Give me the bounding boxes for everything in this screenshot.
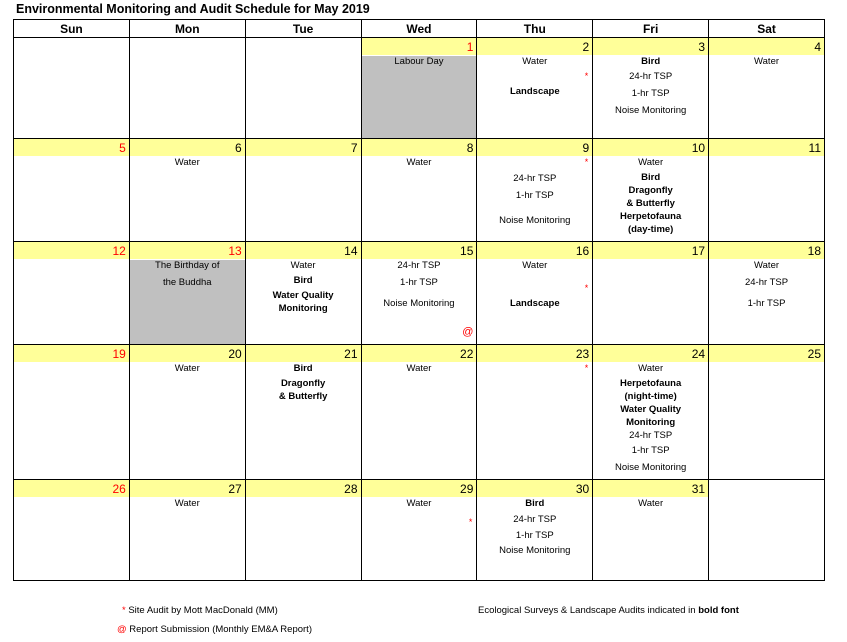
day-number: 13	[130, 242, 245, 259]
legend-bold-note-post: font	[720, 605, 739, 616]
site-audit-marker: *	[468, 517, 473, 527]
day-number: 18	[709, 242, 824, 259]
event-24hr-tsp: 24-hr TSP	[513, 514, 557, 525]
event-water: Water	[406, 498, 432, 509]
day-cell-1	[361, 38, 477, 139]
event-24hr-tsp: 24-hr TSP	[513, 173, 557, 184]
day-cell-27	[129, 480, 245, 581]
day-cell-24	[593, 345, 709, 480]
holiday-label: the Buddha	[162, 277, 212, 288]
at-marker-icon: @	[117, 624, 127, 635]
event-noise: Noise Monitoring	[499, 215, 571, 226]
day-cell-5	[14, 139, 130, 242]
day-number: 9	[477, 139, 592, 156]
header-thu: Thu	[477, 20, 593, 38]
header-fri: Fri	[593, 20, 709, 38]
week-row	[14, 345, 825, 480]
event-monitoring: Monitoring	[626, 417, 676, 428]
event-water: Water	[174, 498, 200, 509]
event-landscape: Landscape	[509, 298, 560, 309]
weekday-header-row	[14, 20, 825, 38]
event-daytime: (day-time)	[627, 224, 674, 235]
week-row	[14, 242, 825, 345]
day-number: 19	[14, 345, 129, 362]
day-cell-25	[709, 345, 825, 480]
day-cell-22	[361, 345, 477, 480]
site-audit-marker: *	[584, 283, 589, 293]
day-number: 23	[477, 345, 592, 362]
event-24hr-tsp: 24-hr TSP	[397, 260, 441, 271]
event-water-quality: Water Quality	[272, 290, 334, 301]
week-row	[14, 480, 825, 581]
day-cell-19	[14, 345, 130, 480]
week-row	[14, 38, 825, 139]
event-water: Water	[290, 260, 316, 271]
day-number: 11	[709, 139, 824, 156]
event-water: Water	[522, 260, 548, 271]
day-cell-13	[129, 242, 245, 345]
event-water: Water	[754, 260, 780, 271]
day-number: 12	[14, 242, 129, 259]
holiday-label: Labour Day	[394, 56, 444, 67]
day-number: 15	[362, 242, 477, 259]
day-number: 31	[593, 480, 708, 497]
event-1hr-tsp: 1-hr TSP	[747, 298, 786, 309]
day-number: 27	[130, 480, 245, 497]
event-1hr-tsp: 1-hr TSP	[515, 190, 554, 201]
event-bird: Bird	[641, 172, 661, 183]
day-cell-12	[14, 242, 130, 345]
day-number: 8	[362, 139, 477, 156]
header-wed: Wed	[361, 20, 477, 38]
day-number: 6	[130, 139, 245, 156]
legend-site-audit-text: Site Audit by Mott MacDonald (MM)	[128, 605, 278, 616]
event-water: Water	[522, 56, 548, 67]
week-row	[14, 139, 825, 242]
day-number: 16	[477, 242, 592, 259]
day-cell-3	[593, 38, 709, 139]
day-cell-2	[477, 38, 593, 139]
day-cell-15	[361, 242, 477, 345]
day-cell-empty	[245, 38, 361, 139]
event-1hr-tsp: 1-hr TSP	[400, 277, 438, 288]
holiday-label: The Birthday of	[155, 260, 220, 271]
event-24hr-tsp: 24-hr TSP	[629, 430, 673, 441]
calendar-grid	[13, 19, 825, 581]
day-number: 17	[593, 242, 708, 259]
day-cell-14	[245, 242, 361, 345]
legend-bold-note-pre: Ecological Surveys & Landscape Audits indicated in	[478, 605, 696, 616]
site-audit-marker: *	[584, 71, 589, 81]
day-cell-26	[14, 480, 130, 581]
event-nighttime: (night-time)	[624, 391, 677, 402]
event-noise: Noise Monitoring	[499, 545, 571, 556]
day-number: 26	[14, 480, 129, 497]
site-audit-marker: *	[584, 157, 589, 167]
header-sat: Sat	[709, 20, 825, 38]
day-cell-empty	[14, 38, 130, 139]
holiday-shading	[362, 56, 477, 138]
event-1hr-tsp: 1-hr TSP	[631, 88, 670, 99]
day-cell-28	[245, 480, 361, 581]
event-24hr-tsp: 24-hr TSP	[744, 277, 789, 288]
event-dragonfly: Dragonfly	[280, 378, 326, 389]
day-cell-empty	[709, 480, 825, 581]
day-cell-9	[477, 139, 593, 242]
day-cell-20	[129, 345, 245, 480]
day-cell-6	[129, 139, 245, 242]
legend-bold-note	[478, 605, 739, 616]
page-title: Environmental Monitoring and Audit Schedule for May 2019	[16, 2, 370, 16]
day-number: 5	[14, 139, 129, 156]
day-number: 25	[709, 345, 824, 362]
day-cell-10	[593, 139, 709, 242]
day-cell-11	[709, 139, 825, 242]
event-water: Water	[406, 363, 432, 374]
event-water-quality: Water Quality	[620, 404, 682, 415]
event-butterfly: & Butterfly	[278, 391, 328, 402]
day-number: 4	[709, 38, 824, 55]
day-number: 7	[246, 139, 361, 156]
legend-bold-word: bold	[698, 605, 719, 616]
star-marker-icon: *	[122, 605, 126, 616]
day-number-empty	[709, 480, 824, 497]
header-mon: Mon	[129, 20, 245, 38]
report-submission-marker: @	[462, 326, 474, 338]
event-water: Water	[638, 363, 664, 374]
event-noise: Noise Monitoring	[614, 462, 687, 473]
legend-site-audit	[122, 605, 278, 616]
day-number: 30	[477, 480, 592, 497]
day-cell-29	[361, 480, 477, 581]
day-number: 1	[362, 38, 477, 55]
event-monitoring: Monitoring	[278, 303, 328, 314]
day-cell-23	[477, 345, 593, 480]
day-cell-16	[477, 242, 593, 345]
day-number: 21	[246, 345, 361, 362]
day-number: 10	[593, 139, 708, 156]
event-water: Water	[638, 498, 664, 509]
event-water: Water	[638, 157, 664, 168]
day-number: 28	[246, 480, 361, 497]
event-landscape: Landscape	[509, 86, 560, 97]
event-noise: Noise Monitoring	[383, 298, 455, 309]
day-number: 29	[362, 480, 477, 497]
event-butterfly: & Butterfly	[626, 198, 675, 209]
day-number: 22	[362, 345, 477, 362]
day-cell-4	[709, 38, 825, 139]
event-bird: Bird	[293, 363, 313, 374]
day-cell-7	[245, 139, 361, 242]
header-tue: Tue	[245, 20, 361, 38]
day-number: 3	[593, 38, 708, 55]
day-number: 20	[130, 345, 245, 362]
event-bird: Bird	[641, 56, 661, 67]
event-1hr-tsp: 1-hr TSP	[631, 445, 670, 456]
event-bird: Bird	[293, 275, 313, 286]
event-herpetofauna: Herpetofauna	[620, 378, 682, 389]
header-sun: Sun	[14, 20, 130, 38]
day-cell-17	[593, 242, 709, 345]
event-24hr-tsp: 24-hr TSP	[629, 71, 673, 82]
legend-report	[117, 624, 312, 635]
day-number: 2	[477, 38, 592, 55]
event-water: Water	[406, 157, 432, 168]
day-number: 14	[246, 242, 361, 259]
event-bird: Bird	[525, 498, 545, 509]
day-cell-empty	[129, 38, 245, 139]
day-cell-31	[593, 480, 709, 581]
legend-report-text: Report Submission (Monthly EM&A Report)	[129, 624, 312, 635]
event-dragonfly: Dragonfly	[628, 185, 673, 196]
event-herpetofauna: Herpetofauna	[620, 211, 682, 222]
day-cell-21	[245, 345, 361, 480]
event-noise: Noise Monitoring	[614, 105, 687, 116]
event-water: Water	[174, 363, 200, 374]
day-cell-8	[361, 139, 477, 242]
event-water: Water	[174, 157, 200, 168]
event-1hr-tsp: 1-hr TSP	[515, 530, 554, 541]
site-audit-marker: *	[584, 363, 589, 373]
day-number: 24	[593, 345, 708, 362]
day-cell-30	[477, 480, 593, 581]
event-water: Water	[754, 56, 780, 67]
day-cell-18	[709, 242, 825, 345]
